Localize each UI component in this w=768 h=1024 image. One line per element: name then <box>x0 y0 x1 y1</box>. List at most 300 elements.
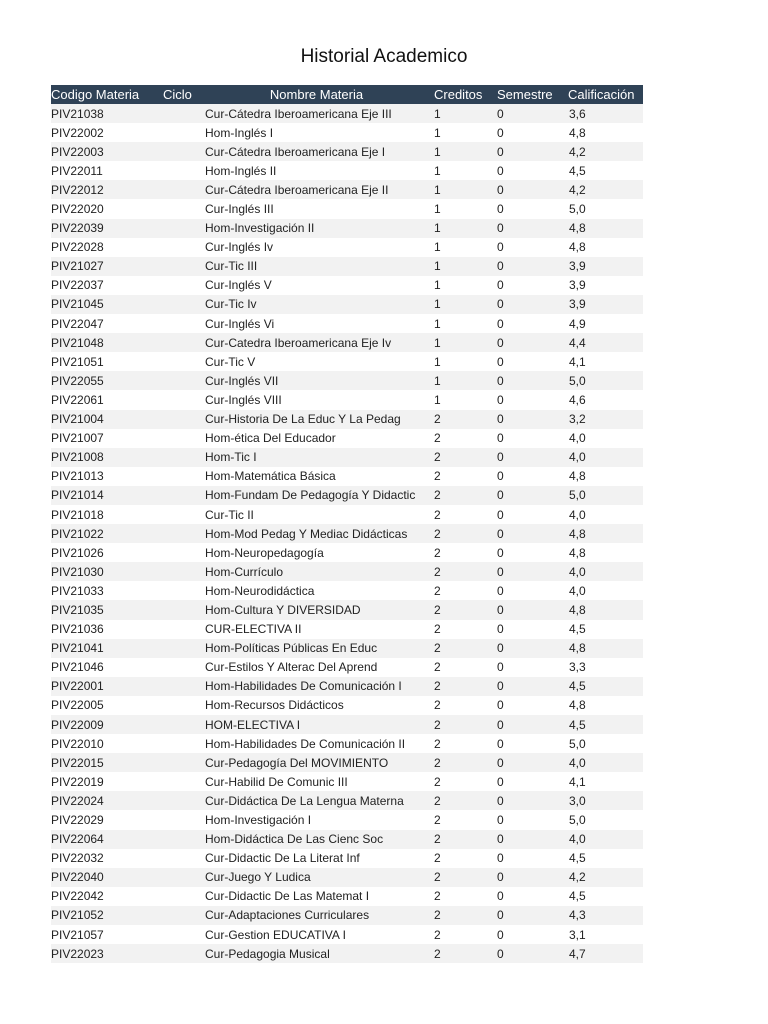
table-row <box>51 276 643 295</box>
cell-semestre: 0 <box>497 887 568 906</box>
cell-nombre: Cur-Habilid De Comunic III <box>200 772 433 791</box>
cell-codigo: PIV21048 <box>51 333 155 352</box>
cell-creditos: 2 <box>433 887 497 906</box>
cell-codigo: PIV22019 <box>51 772 155 791</box>
cell-nombre: Cur-Inglés VIII <box>200 390 433 409</box>
cell-calificacion: 4,5 <box>568 677 643 696</box>
cell-nombre: Cur-Pedagogía Del MOVIMIENTO <box>200 753 433 772</box>
cell-nombre: Hom-Neuropedagogía <box>200 543 433 562</box>
cell-ciclo <box>155 830 200 849</box>
cell-creditos: 1 <box>433 314 497 333</box>
cell-calificacion: 3,1 <box>568 925 643 944</box>
cell-creditos: 2 <box>433 505 497 524</box>
cell-calificacion: 4,5 <box>568 715 643 734</box>
cell-codigo: PIV22001 <box>51 677 155 696</box>
table-row <box>51 791 643 810</box>
table-row <box>51 410 643 429</box>
cell-nombre: Cur-Tic V <box>200 352 433 371</box>
cell-semestre: 0 <box>497 352 568 371</box>
cell-ciclo <box>155 199 200 218</box>
cell-ciclo <box>155 104 200 123</box>
cell-codigo: PIV22064 <box>51 830 155 849</box>
cell-codigo: PIV21004 <box>51 410 155 429</box>
cell-creditos: 1 <box>433 333 497 352</box>
cell-creditos: 2 <box>433 600 497 619</box>
cell-calificacion: 4,0 <box>568 429 643 448</box>
table-row <box>51 868 643 887</box>
cell-ciclo <box>155 219 200 238</box>
table-row <box>51 753 643 772</box>
cell-codigo: PIV21046 <box>51 658 155 677</box>
cell-nombre: Cur-Cátedra Iberoamericana Eje I <box>200 142 433 161</box>
cell-ciclo <box>155 810 200 829</box>
table-row <box>51 600 643 619</box>
cell-semestre: 0 <box>497 620 568 639</box>
cell-calificacion: 4,1 <box>568 772 643 791</box>
cell-calificacion: 3,9 <box>568 295 643 314</box>
cell-calificacion: 4,9 <box>568 314 643 333</box>
cell-semestre: 0 <box>497 295 568 314</box>
cell-calificacion: 4,2 <box>568 142 643 161</box>
cell-codigo: PIV21007 <box>51 429 155 448</box>
cell-nombre: Hom-Currículo <box>200 562 433 581</box>
cell-ciclo <box>155 524 200 543</box>
cell-ciclo <box>155 180 200 199</box>
cell-calificacion: 4,0 <box>568 562 643 581</box>
cell-codigo: PIV21051 <box>51 352 155 371</box>
cell-ciclo <box>155 887 200 906</box>
cell-calificacion: 4,0 <box>568 505 643 524</box>
table-row <box>51 734 643 753</box>
cell-nombre: Cur-Didáctica De La Lengua Materna <box>200 791 433 810</box>
cell-codigo: PIV22024 <box>51 791 155 810</box>
table-row <box>51 639 643 658</box>
cell-ciclo <box>155 868 200 887</box>
cell-calificacion: 4,8 <box>568 543 643 562</box>
column-header-creditos: Creditos <box>433 85 497 104</box>
cell-semestre: 0 <box>497 238 568 257</box>
cell-creditos: 2 <box>433 620 497 639</box>
cell-semestre: 0 <box>497 696 568 715</box>
cell-calificacion: 4,8 <box>568 123 643 142</box>
cell-creditos: 1 <box>433 257 497 276</box>
cell-nombre: Hom-Fundam De Pedagogía Y Didactic <box>200 486 433 505</box>
table-row <box>51 658 643 677</box>
column-header-calificacion: Calificación <box>568 85 643 104</box>
cell-ciclo <box>155 352 200 371</box>
table-row <box>51 142 643 161</box>
cell-semestre: 0 <box>497 505 568 524</box>
cell-creditos: 1 <box>433 371 497 390</box>
cell-creditos: 2 <box>433 658 497 677</box>
cell-codigo: PIV21036 <box>51 620 155 639</box>
table-row <box>51 810 643 829</box>
table-row <box>51 887 643 906</box>
cell-codigo: PIV21018 <box>51 505 155 524</box>
table-row <box>51 715 643 734</box>
cell-calificacion: 4,5 <box>568 849 643 868</box>
cell-calificacion: 3,0 <box>568 791 643 810</box>
cell-semestre: 0 <box>497 333 568 352</box>
cell-nombre: Hom-Inglés I <box>200 123 433 142</box>
page-title: Historial Academico <box>300 46 468 67</box>
cell-creditos: 1 <box>433 142 497 161</box>
cell-nombre: Hom-Matemática Básica <box>200 467 433 486</box>
cell-calificacion: 4,5 <box>568 620 643 639</box>
cell-calificacion: 4,5 <box>568 161 643 180</box>
cell-codigo: PIV21041 <box>51 639 155 658</box>
cell-codigo: PIV22061 <box>51 390 155 409</box>
cell-nombre: Cur-Gestion EDUCATIVA I <box>200 925 433 944</box>
cell-nombre: Cur-Inglés III <box>200 199 433 218</box>
cell-nombre: Hom-Neurodidáctica <box>200 581 433 600</box>
cell-creditos: 2 <box>433 524 497 543</box>
table-row <box>51 199 643 218</box>
cell-calificacion: 3,9 <box>568 257 643 276</box>
table-row <box>51 543 643 562</box>
cell-semestre: 0 <box>497 180 568 199</box>
table-row <box>51 429 643 448</box>
cell-codigo: PIV22023 <box>51 944 155 963</box>
cell-semestre: 0 <box>497 810 568 829</box>
cell-ciclo <box>155 276 200 295</box>
cell-creditos: 2 <box>433 581 497 600</box>
cell-creditos: 2 <box>433 830 497 849</box>
cell-codigo: PIV22020 <box>51 199 155 218</box>
cell-codigo: PIV21045 <box>51 295 155 314</box>
cell-codigo: PIV21038 <box>51 104 155 123</box>
cell-semestre: 0 <box>497 161 568 180</box>
cell-ciclo <box>155 123 200 142</box>
cell-creditos: 2 <box>433 715 497 734</box>
cell-nombre: Cur-Cátedra Iberoamericana Eje III <box>200 104 433 123</box>
cell-codigo: PIV22003 <box>51 142 155 161</box>
cell-semestre: 0 <box>497 600 568 619</box>
cell-semestre: 0 <box>497 429 568 448</box>
cell-nombre: Cur-Inglés V <box>200 276 433 295</box>
cell-ciclo <box>155 944 200 963</box>
cell-codigo: PIV22002 <box>51 123 155 142</box>
cell-semestre: 0 <box>497 925 568 944</box>
cell-nombre: Hom-Didáctica De Las Cienc Soc <box>200 830 433 849</box>
cell-codigo: PIV21022 <box>51 524 155 543</box>
table-row <box>51 830 643 849</box>
cell-ciclo <box>155 314 200 333</box>
cell-nombre: Cur-Historia De La Educ Y La Pedag <box>200 410 433 429</box>
column-header-semestre: Semestre <box>497 85 568 104</box>
cell-codigo: PIV22055 <box>51 371 155 390</box>
cell-ciclo <box>155 620 200 639</box>
cell-codigo: PIV21030 <box>51 562 155 581</box>
table-row <box>51 390 643 409</box>
cell-nombre: Hom-Cultura Y DIVERSIDAD <box>200 600 433 619</box>
cell-creditos: 2 <box>433 734 497 753</box>
table-body <box>51 104 643 963</box>
cell-creditos: 2 <box>433 486 497 505</box>
cell-creditos: 1 <box>433 295 497 314</box>
cell-nombre: Hom-Inglés II <box>200 161 433 180</box>
cell-semestre: 0 <box>497 581 568 600</box>
cell-calificacion: 5,0 <box>568 199 643 218</box>
cell-semestre: 0 <box>497 715 568 734</box>
cell-creditos: 2 <box>433 467 497 486</box>
cell-creditos: 2 <box>433 791 497 810</box>
cell-calificacion: 4,2 <box>568 180 643 199</box>
cell-codigo: PIV22011 <box>51 161 155 180</box>
cell-codigo: PIV22039 <box>51 219 155 238</box>
cell-ciclo <box>155 677 200 696</box>
table-row <box>51 219 643 238</box>
cell-creditos: 2 <box>433 849 497 868</box>
cell-nombre: Cur-Tic II <box>200 505 433 524</box>
cell-semestre: 0 <box>497 371 568 390</box>
cell-creditos: 1 <box>433 390 497 409</box>
cell-semestre: 0 <box>497 257 568 276</box>
cell-creditos: 1 <box>433 352 497 371</box>
table-row <box>51 906 643 925</box>
cell-semestre: 0 <box>497 104 568 123</box>
cell-nombre: Cur-Estilos Y Alterac Del Aprend <box>200 658 433 677</box>
cell-ciclo <box>155 772 200 791</box>
table-row <box>51 620 643 639</box>
cell-codigo: PIV21008 <box>51 448 155 467</box>
cell-creditos: 1 <box>433 219 497 238</box>
cell-calificacion: 4,8 <box>568 600 643 619</box>
cell-codigo: PIV21033 <box>51 581 155 600</box>
cell-codigo: PIV22005 <box>51 696 155 715</box>
cell-calificacion: 4,8 <box>568 467 643 486</box>
cell-codigo: PIV22029 <box>51 810 155 829</box>
cell-nombre: Hom-Mod Pedag Y Mediac Didácticas <box>200 524 433 543</box>
cell-nombre: Cur-Tic Iv <box>200 295 433 314</box>
cell-codigo: PIV21026 <box>51 543 155 562</box>
table-row <box>51 295 643 314</box>
cell-codigo: PIV22028 <box>51 238 155 257</box>
cell-calificacion: 3,9 <box>568 276 643 295</box>
cell-calificacion: 4,4 <box>568 333 643 352</box>
cell-semestre: 0 <box>497 390 568 409</box>
cell-creditos: 2 <box>433 906 497 925</box>
cell-semestre: 0 <box>497 467 568 486</box>
cell-creditos: 1 <box>433 199 497 218</box>
cell-ciclo <box>155 429 200 448</box>
cell-ciclo <box>155 715 200 734</box>
cell-nombre: Hom-Políticas Públicas En Educ <box>200 639 433 658</box>
cell-calificacion: 4,8 <box>568 524 643 543</box>
cell-calificacion: 3,6 <box>568 104 643 123</box>
cell-semestre: 0 <box>497 524 568 543</box>
cell-codigo: PIV21014 <box>51 486 155 505</box>
cell-creditos: 2 <box>433 410 497 429</box>
column-header-ciclo: Ciclo <box>155 85 200 104</box>
table-row <box>51 352 643 371</box>
table-row <box>51 849 643 868</box>
cell-semestre: 0 <box>497 830 568 849</box>
cell-nombre: Cur-Adaptaciones Curriculares <box>200 906 433 925</box>
cell-creditos: 1 <box>433 238 497 257</box>
table-row <box>51 925 643 944</box>
cell-ciclo <box>155 467 200 486</box>
table-row <box>51 581 643 600</box>
cell-nombre: CUR-ELECTIVA II <box>200 620 433 639</box>
table-row <box>51 677 643 696</box>
column-header-nombre: Nombre Materia <box>200 85 433 104</box>
cell-nombre: Cur-Tic III <box>200 257 433 276</box>
cell-ciclo <box>155 448 200 467</box>
cell-creditos: 2 <box>433 810 497 829</box>
cell-semestre: 0 <box>497 562 568 581</box>
table-row <box>51 448 643 467</box>
cell-codigo: PIV22037 <box>51 276 155 295</box>
cell-ciclo <box>155 791 200 810</box>
cell-ciclo <box>155 734 200 753</box>
cell-nombre: Hom-Tic I <box>200 448 433 467</box>
cell-calificacion: 5,0 <box>568 810 643 829</box>
cell-semestre: 0 <box>497 123 568 142</box>
cell-ciclo <box>155 410 200 429</box>
cell-ciclo <box>155 486 200 505</box>
table-row <box>51 562 643 581</box>
cell-creditos: 2 <box>433 562 497 581</box>
cell-ciclo <box>155 639 200 658</box>
cell-creditos: 2 <box>433 448 497 467</box>
cell-semestre: 0 <box>497 543 568 562</box>
cell-creditos: 2 <box>433 639 497 658</box>
cell-semestre: 0 <box>497 677 568 696</box>
cell-calificacion: 4,5 <box>568 887 643 906</box>
table-row <box>51 257 643 276</box>
table-row <box>51 505 643 524</box>
academic-history-table <box>51 85 643 963</box>
cell-calificacion: 4,3 <box>568 906 643 925</box>
table-row <box>51 123 643 142</box>
cell-nombre: Hom-Habilidades De Comunicación I <box>200 677 433 696</box>
cell-ciclo <box>155 600 200 619</box>
cell-codigo: PIV21013 <box>51 467 155 486</box>
cell-creditos: 2 <box>433 925 497 944</box>
cell-codigo: PIV22040 <box>51 868 155 887</box>
cell-ciclo <box>155 142 200 161</box>
cell-codigo: PIV22042 <box>51 887 155 906</box>
table-row <box>51 371 643 390</box>
cell-ciclo <box>155 562 200 581</box>
cell-creditos: 1 <box>433 104 497 123</box>
cell-codigo: PIV22010 <box>51 734 155 753</box>
cell-semestre: 0 <box>497 906 568 925</box>
cell-calificacion: 5,0 <box>568 486 643 505</box>
cell-nombre: HOM-ELECTIVA I <box>200 715 433 734</box>
cell-nombre: Cur-Cátedra Iberoamericana Eje II <box>200 180 433 199</box>
cell-semestre: 0 <box>497 753 568 772</box>
cell-creditos: 1 <box>433 180 497 199</box>
cell-semestre: 0 <box>497 486 568 505</box>
cell-semestre: 0 <box>497 199 568 218</box>
cell-ciclo <box>155 371 200 390</box>
table-header-row <box>51 85 643 104</box>
cell-creditos: 2 <box>433 543 497 562</box>
cell-ciclo <box>155 658 200 677</box>
cell-ciclo <box>155 696 200 715</box>
cell-codigo: PIV21035 <box>51 600 155 619</box>
cell-semestre: 0 <box>497 944 568 963</box>
cell-ciclo <box>155 390 200 409</box>
cell-codigo: PIV21052 <box>51 906 155 925</box>
table-row <box>51 161 643 180</box>
cell-nombre: Cur-Pedagogia Musical <box>200 944 433 963</box>
cell-creditos: 2 <box>433 944 497 963</box>
cell-ciclo <box>155 333 200 352</box>
cell-nombre: Hom-Recursos Didácticos <box>200 696 433 715</box>
cell-semestre: 0 <box>497 219 568 238</box>
cell-creditos: 1 <box>433 123 497 142</box>
table-row <box>51 314 643 333</box>
cell-ciclo <box>155 925 200 944</box>
cell-semestre: 0 <box>497 276 568 295</box>
cell-semestre: 0 <box>497 314 568 333</box>
table-row <box>51 104 643 123</box>
cell-calificacion: 4,8 <box>568 696 643 715</box>
cell-creditos: 2 <box>433 772 497 791</box>
cell-ciclo <box>155 238 200 257</box>
cell-nombre: Cur-Inglés VII <box>200 371 433 390</box>
cell-ciclo <box>155 161 200 180</box>
cell-calificacion: 4,6 <box>568 390 643 409</box>
cell-semestre: 0 <box>497 448 568 467</box>
cell-calificacion: 4,8 <box>568 219 643 238</box>
column-header-codigo: Codigo Materia <box>51 85 155 104</box>
cell-codigo: PIV22015 <box>51 753 155 772</box>
cell-creditos: 1 <box>433 161 497 180</box>
cell-semestre: 0 <box>497 142 568 161</box>
table-row <box>51 772 643 791</box>
table-row <box>51 486 643 505</box>
cell-ciclo <box>155 581 200 600</box>
table-row <box>51 238 643 257</box>
cell-nombre: Cur-Catedra Iberoamericana Eje Iv <box>200 333 433 352</box>
cell-semestre: 0 <box>497 849 568 868</box>
cell-nombre: Cur-Inglés Iv <box>200 238 433 257</box>
cell-calificacion: 4,2 <box>568 868 643 887</box>
cell-semestre: 0 <box>497 658 568 677</box>
table-row <box>51 333 643 352</box>
cell-nombre: Hom-Investigación I <box>200 810 433 829</box>
table-row <box>51 696 643 715</box>
cell-calificacion: 5,0 <box>568 371 643 390</box>
cell-creditos: 1 <box>433 276 497 295</box>
cell-calificacion: 4,0 <box>568 448 643 467</box>
cell-calificacion: 4,0 <box>568 581 643 600</box>
cell-codigo: PIV22012 <box>51 180 155 199</box>
cell-nombre: Hom-Habilidades De Comunicación II <box>200 734 433 753</box>
cell-semestre: 0 <box>497 791 568 810</box>
cell-ciclo <box>155 849 200 868</box>
cell-calificacion: 4,1 <box>568 352 643 371</box>
cell-nombre: Hom-Investigación II <box>200 219 433 238</box>
cell-codigo: PIV21027 <box>51 257 155 276</box>
cell-semestre: 0 <box>497 410 568 429</box>
cell-semestre: 0 <box>497 734 568 753</box>
cell-creditos: 2 <box>433 753 497 772</box>
table-row <box>51 944 643 963</box>
cell-ciclo <box>155 257 200 276</box>
table-row <box>51 467 643 486</box>
cell-calificacion: 4,0 <box>568 830 643 849</box>
cell-nombre: Hom-ética Del Educador <box>200 429 433 448</box>
table-row <box>51 524 643 543</box>
cell-nombre: Cur-Didactic De Las Matemat I <box>200 887 433 906</box>
cell-calificacion: 4,0 <box>568 753 643 772</box>
cell-codigo: PIV22032 <box>51 849 155 868</box>
